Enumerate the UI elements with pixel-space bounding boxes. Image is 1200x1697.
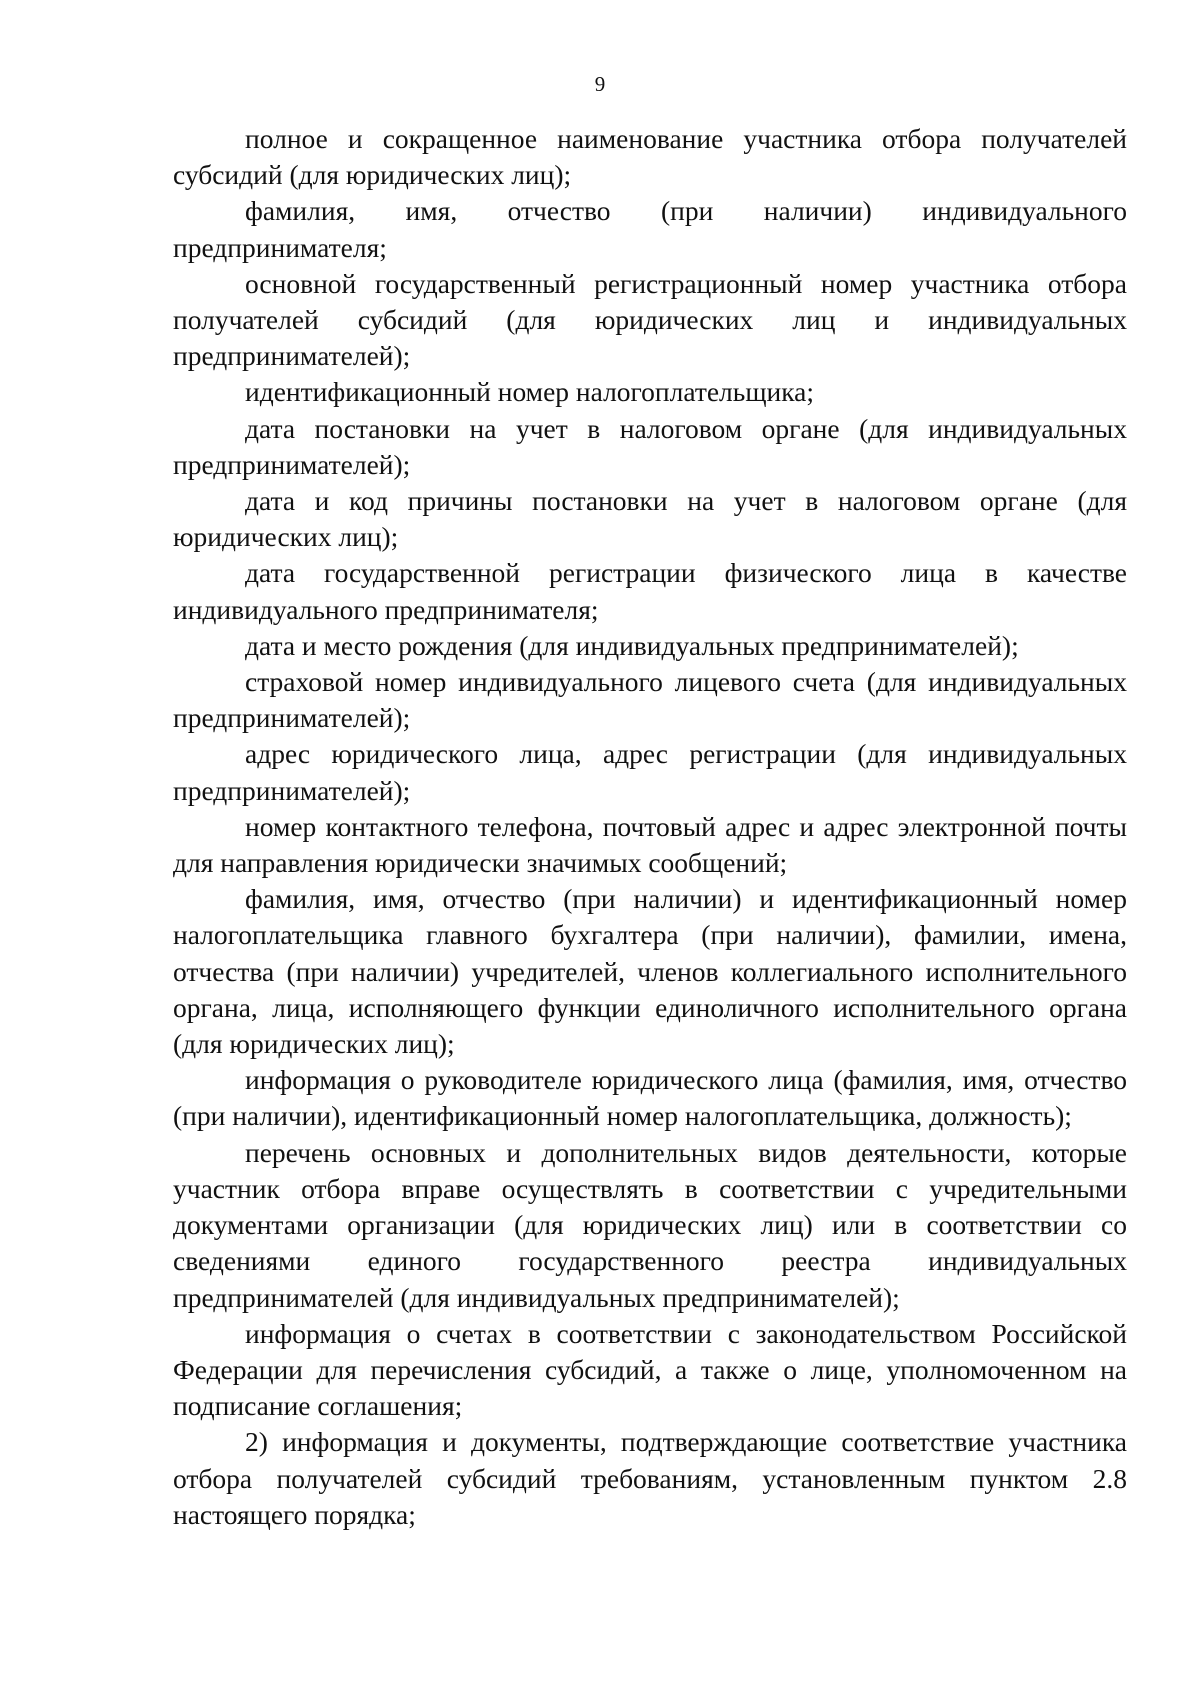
page-number: 9 <box>594 72 606 96</box>
paragraph: дата государственной регистрации физического лица в качестве индивидуального предпринимателя; <box>173 557 1127 625</box>
paragraph: дата постановки на учет в налоговом органе (для индивидуальных предпринимателей); <box>173 412 1127 480</box>
paragraph: дата и код причины постановки на учет в налоговом органе (для юридических лиц); <box>173 485 1127 553</box>
paragraph: полное и сокращенное наименование участника отбора получателей субсидий (для юридических лиц); <box>173 123 1127 191</box>
paragraph: 2) информация и документы, подтверждающие соответствие участника отбора получателей субсидий требованиям, установленным пунктом 2.8 настоящего порядка; <box>173 1426 1127 1530</box>
paragraph: номер контактного телефона, почтовый адрес и адрес электронной почты для направления юридически значимых сообщений; <box>173 810 1127 879</box>
paragraph: фамилия, имя, отчество (при наличии) и идентификационный номер налогоплательщика главного бухгалтера (при наличии), фамилии, имена, отчества (при наличии) учредителей, членов коллегиального исполнительного органа, лица, исполняющего функции единоличного исполнительного органа (для юридических лиц); <box>173 883 1127 1060</box>
paragraph: идентификационный номер налогоплательщика; <box>245 376 815 408</box>
paragraph: дата и место рождения (для индивидуальных предпринимателей); <box>245 629 1019 661</box>
paragraph: страховой номер индивидуального лицевого счета (для индивидуальных предпринимателей); <box>173 666 1127 734</box>
document-body <box>173 121 1127 1533</box>
paragraph: информация о руководителе юридического лица (фамилия, имя, отчество (при наличии), идентификационный номер налогоплательщика, должность); <box>173 1064 1127 1132</box>
paragraph: фамилия, имя, отчество (при наличии) индивидуального предпринимателя; <box>173 195 1127 263</box>
paragraph: перечень основных и дополнительных видов деятельности, которые участник отбора вправе осуществлять в соответствии с учредительными документами организации (для юридических лиц) или в соответствии со сведениями единого государственного реестра индивидуальных предпринимателей (для индивидуальных предпринимателей); <box>173 1136 1127 1313</box>
paragraph: основной государственный регистрационный номер участника отбора получателей субсидий (для юридических лиц и индивидуальных предпринимателей); <box>173 267 1127 372</box>
paragraph: информация о счетах в соответствии с законодательством Российской Федерации для перечисления субсидий, а также о лице, уполномоченном на подписание соглашения; <box>173 1317 1127 1422</box>
paragraph: адрес юридического лица, адрес регистрации (для индивидуальных предпринимателей); <box>173 738 1127 806</box>
